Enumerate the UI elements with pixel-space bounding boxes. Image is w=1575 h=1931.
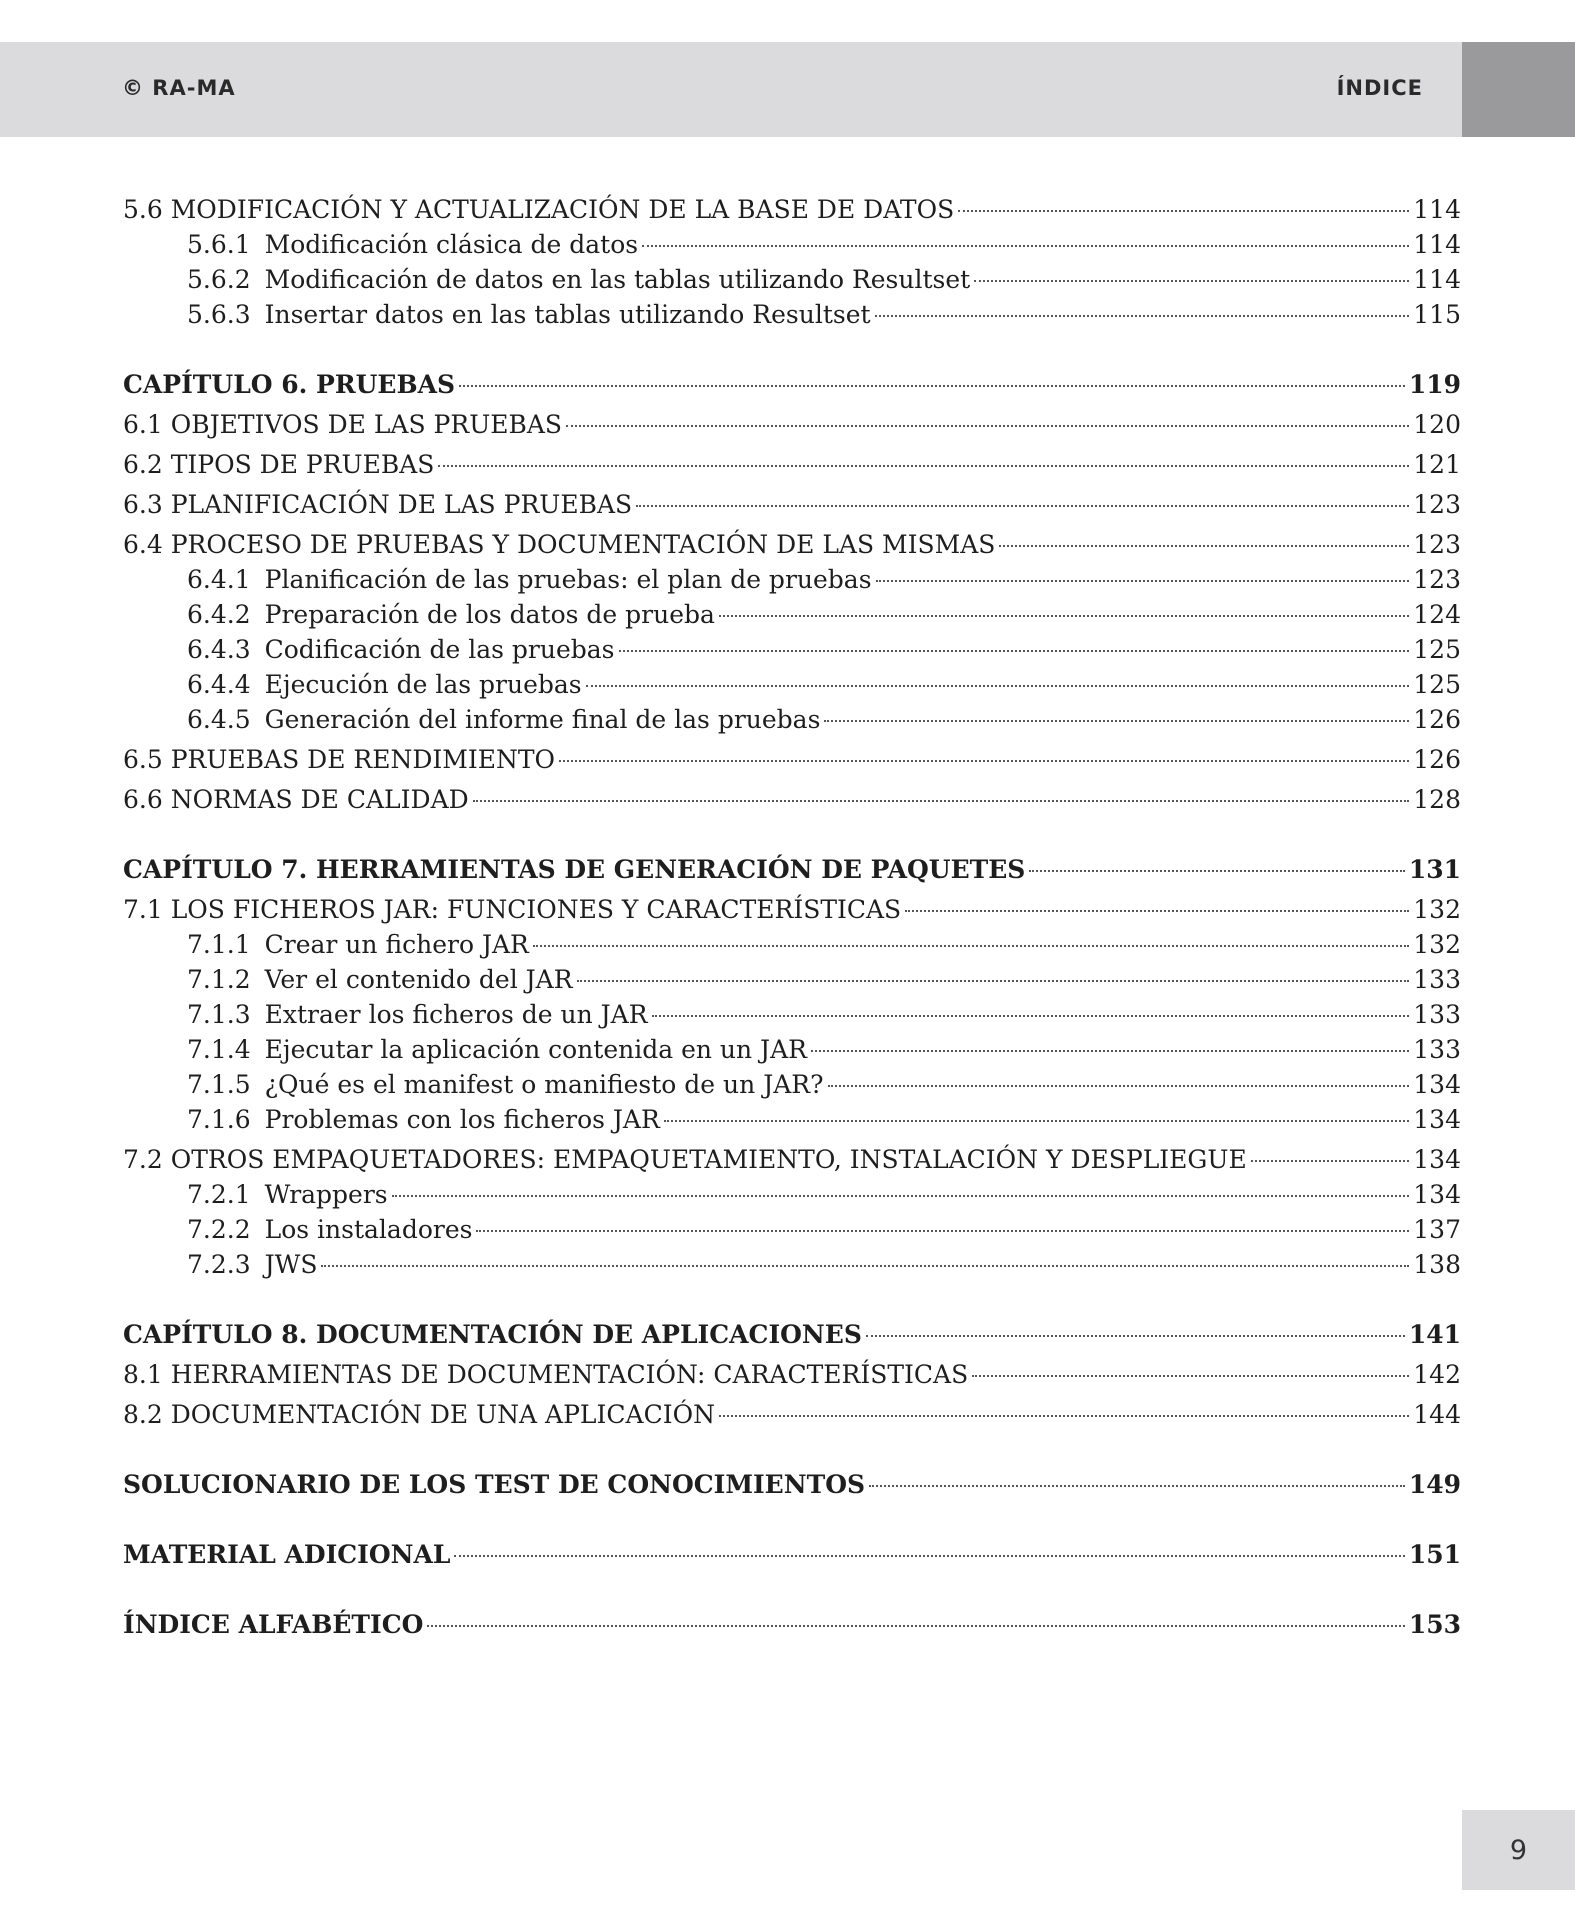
toc-number: 7.1.6: [187, 1105, 251, 1134]
toc-page: 114: [1413, 230, 1461, 259]
toc-entry-6-4-4[interactable]: [123, 667, 1461, 702]
toc-label: JWS: [264, 1250, 318, 1279]
dot-leader: [719, 615, 1409, 617]
dot-leader: [473, 800, 1410, 802]
toc-label: ¿Qué es el manifest o manifiesto de un JAR?: [264, 1070, 824, 1099]
toc-label: 6.3 PLANIFICACIÓN DE LAS PRUEBAS: [123, 490, 633, 519]
toc-label: MATERIAL ADICIONAL: [123, 1540, 451, 1569]
toc-number: 5.6.2: [187, 265, 251, 294]
section-title: ÍNDICE: [1336, 76, 1423, 100]
toc-label: Wrappers: [264, 1180, 388, 1209]
toc-entry-6-1[interactable]: [123, 407, 1461, 442]
dot-leader: [719, 1415, 1409, 1417]
toc-number: 6.4.3: [187, 635, 251, 664]
dot-leader: [533, 945, 1409, 947]
toc-page: 134: [1413, 1105, 1461, 1134]
toc-label: Generación del informe final de las pruebas: [264, 705, 821, 734]
dot-leader: [438, 465, 1409, 467]
toc-entry-6-4-5[interactable]: [123, 702, 1461, 737]
toc-label: 6.2 TIPOS DE PRUEBAS: [123, 450, 435, 479]
dot-leader: [652, 1015, 1410, 1017]
toc-entry-5-6[interactable]: [123, 192, 1461, 227]
toc-page: 133: [1413, 1035, 1461, 1064]
dot-leader: [999, 545, 1409, 547]
toc-label: 6.6 NORMAS DE CALIDAD: [123, 785, 469, 814]
dot-leader: [577, 980, 1410, 982]
toc-number: 7.2.1: [187, 1180, 251, 1209]
toc-page: 133: [1413, 965, 1461, 994]
spacer: [123, 332, 1461, 367]
toc-entry-8-1[interactable]: [123, 1357, 1461, 1392]
toc-label: Preparación de los datos de prueba: [264, 600, 715, 629]
toc-page: 126: [1413, 745, 1461, 774]
toc-label: Los instaladores: [264, 1215, 473, 1244]
toc-label: 7.1 LOS FICHEROS JAR: FUNCIONES Y CARACTERÍSTICAS: [123, 895, 902, 924]
toc-label: 7.2 OTROS EMPAQUETADORES: EMPAQUETAMIENTO, INSTALACIÓN Y DESPLIEGUE: [123, 1145, 1247, 1174]
toc-entry-6-3[interactable]: [123, 487, 1461, 522]
toc-number: 7.1.2: [187, 965, 251, 994]
toc-chapter-7[interactable]: [123, 852, 1461, 887]
toc-label: Insertar datos en las tablas utilizando Resultset: [264, 300, 871, 329]
toc-page: 124: [1413, 600, 1461, 629]
toc-entry-7-1-4[interactable]: [123, 1032, 1461, 1067]
spacer: [123, 1282, 1461, 1317]
toc-entry-8-2[interactable]: [123, 1397, 1461, 1432]
toc-entry-6-4-1[interactable]: [123, 562, 1461, 597]
toc-label: Modificación clásica de datos: [264, 230, 639, 259]
dot-leader: [1251, 1160, 1410, 1162]
dot-leader: [1029, 870, 1404, 872]
toc-page: 123: [1413, 490, 1461, 519]
toc-label: 6.4 PROCESO DE PRUEBAS Y DOCUMENTACIÓN DE LAS MISMAS: [123, 530, 996, 559]
toc-label: 6.1 OBJETIVOS DE LAS PRUEBAS: [123, 410, 563, 439]
toc-entry-7-1-1[interactable]: [123, 927, 1461, 962]
spacer: [123, 1502, 1461, 1537]
toc-number: 6.4.4: [187, 670, 251, 699]
dot-leader: [866, 1335, 1405, 1337]
dot-leader: [972, 1375, 1409, 1377]
toc-entry-6-5[interactable]: [123, 742, 1461, 777]
toc-chapter-8[interactable]: [123, 1317, 1461, 1352]
toc-label: 5.6 MODIFICACIÓN Y ACTUALIZACIÓN DE LA BASE DE DATOS: [123, 195, 955, 224]
toc-entry-7-2-2[interactable]: [123, 1212, 1461, 1247]
toc-label: Crear un fichero JAR: [264, 930, 529, 959]
spacer: [123, 1572, 1461, 1607]
toc-number: 7.1.4: [187, 1035, 251, 1064]
dot-leader: [875, 315, 1410, 317]
toc-entry-7-1-5[interactable]: [123, 1067, 1461, 1102]
toc-page: 121: [1413, 450, 1461, 479]
dot-leader: [828, 1085, 1410, 1087]
toc-label: Ejecutar la aplicación contenida en un JAR: [264, 1035, 807, 1064]
toc-label: Extraer los ficheros de un JAR: [264, 1000, 648, 1029]
toc-number: 5.6.1: [187, 230, 251, 259]
toc-page: 133: [1413, 1000, 1461, 1029]
toc-number: 7.1.1: [187, 930, 251, 959]
toc-page: 123: [1413, 565, 1461, 594]
toc-page: 128: [1413, 785, 1461, 814]
toc-label: 6.5 PRUEBAS DE RENDIMIENTO: [123, 745, 556, 774]
toc-page: 120: [1413, 410, 1461, 439]
toc-page: 138: [1413, 1250, 1461, 1279]
dot-leader: [958, 210, 1409, 212]
spacer: [123, 817, 1461, 852]
dot-leader: [905, 910, 1409, 912]
toc-number: 7.1.5: [187, 1070, 251, 1099]
toc-indice-alfabetico[interactable]: [123, 1607, 1461, 1642]
toc-number: 6.4.2: [187, 600, 251, 629]
toc-entry-6-6[interactable]: [123, 782, 1461, 817]
dot-leader: [636, 505, 1409, 507]
toc-entry-7-1-3[interactable]: [123, 997, 1461, 1032]
toc-material-adicional[interactable]: [123, 1537, 1461, 1572]
toc-entry-5-6-3[interactable]: [123, 297, 1461, 332]
toc-page: 123: [1413, 530, 1461, 559]
dot-leader: [454, 1555, 1404, 1557]
publisher-label: © RA-MA: [122, 76, 236, 100]
toc-page: 153: [1408, 1610, 1461, 1639]
toc-label: CAPÍTULO 8. DOCUMENTACIÓN DE APLICACIONES: [123, 1320, 862, 1349]
toc-label: SOLUCIONARIO DE LOS TEST DE CONOCIMIENTOS: [123, 1470, 866, 1499]
toc-number: 7.2.3: [187, 1250, 251, 1279]
toc-page: 141: [1408, 1320, 1461, 1349]
dot-leader: [566, 425, 1409, 427]
toc-label: Problemas con los ficheros JAR: [264, 1105, 660, 1134]
toc-chapter-6[interactable]: [123, 367, 1461, 402]
toc-number: 7.1.3: [187, 1000, 251, 1029]
toc-label: ÍNDICE ALFABÉTICO: [123, 1610, 424, 1639]
dot-leader: [586, 685, 1410, 687]
toc-label: CAPÍTULO 7. HERRAMIENTAS DE GENERACIÓN DE PAQUETES: [123, 855, 1026, 884]
dot-leader: [619, 650, 1410, 652]
toc-entry-6-4[interactable]: [123, 527, 1461, 562]
toc-label: Ejecución de las pruebas: [264, 670, 582, 699]
toc-page: 151: [1408, 1540, 1461, 1569]
dot-leader: [974, 280, 1409, 282]
toc-page: 114: [1413, 195, 1461, 224]
dot-leader: [869, 1485, 1405, 1487]
toc-number: 6.4.5: [187, 705, 251, 734]
toc-label: Codificación de las pruebas: [264, 635, 615, 664]
toc-entry-7-1-6[interactable]: [123, 1102, 1461, 1137]
toc-page: 142: [1413, 1360, 1461, 1389]
toc-page: 132: [1413, 930, 1461, 959]
toc-entry-7-2[interactable]: [123, 1142, 1461, 1177]
toc-entry-6-4-3[interactable]: [123, 632, 1461, 667]
toc-label: CAPÍTULO 6. PRUEBAS: [123, 370, 456, 399]
toc-entry-6-2[interactable]: [123, 447, 1461, 482]
toc-label: Planificación de las pruebas: el plan de pruebas: [264, 565, 872, 594]
dot-leader: [642, 245, 1409, 247]
dot-leader: [392, 1195, 1410, 1197]
toc-label: 8.1 HERRAMIENTAS DE DOCUMENTACIÓN: CARACTERÍSTICAS: [123, 1360, 969, 1389]
toc-page: 132: [1413, 895, 1461, 924]
toc-number: 7.2.2: [187, 1215, 251, 1244]
toc-page: 134: [1413, 1180, 1461, 1209]
toc-page: 149: [1408, 1470, 1461, 1499]
toc-page: 114: [1413, 265, 1461, 294]
dot-leader: [811, 1050, 1409, 1052]
header-tab: [1462, 42, 1575, 137]
dot-leader: [459, 385, 1405, 387]
toc-entry-7-2-1[interactable]: [123, 1177, 1461, 1212]
toc-label: 8.2 DOCUMENTACIÓN DE UNA APLICACIÓN: [123, 1400, 715, 1429]
toc-page: 131: [1408, 855, 1461, 884]
toc-entry-7-1-2[interactable]: [123, 962, 1461, 997]
toc-page: 119: [1408, 370, 1461, 399]
toc-solucionario[interactable]: [123, 1467, 1461, 1502]
toc-page: 125: [1413, 670, 1461, 699]
dot-leader: [476, 1230, 1409, 1232]
table-of-contents: [123, 192, 1461, 1642]
toc-page: 125: [1413, 635, 1461, 664]
toc-entry-7-2-3[interactable]: [123, 1247, 1461, 1282]
toc-page: 144: [1413, 1400, 1461, 1429]
toc-entry-5-6-2[interactable]: [123, 262, 1461, 297]
dot-leader: [824, 720, 1409, 722]
toc-page: 134: [1413, 1070, 1461, 1099]
toc-page: 115: [1413, 300, 1461, 329]
toc-entry-6-4-2[interactable]: [123, 597, 1461, 632]
toc-number: 6.4.1: [187, 565, 251, 594]
toc-label: Ver el contenido del JAR: [264, 965, 573, 994]
toc-entry-5-6-1[interactable]: [123, 227, 1461, 262]
page-number: 9: [1462, 1810, 1575, 1890]
toc-entry-7-1[interactable]: [123, 892, 1461, 927]
dot-leader: [876, 580, 1410, 582]
dot-leader: [321, 1265, 1409, 1267]
toc-page: 137: [1413, 1215, 1461, 1244]
toc-page: 134: [1413, 1145, 1461, 1174]
toc-label: Modificación de datos en las tablas utilizando Resultset: [264, 265, 971, 294]
dot-leader: [664, 1120, 1409, 1122]
dot-leader: [559, 760, 1409, 762]
dot-leader: [427, 1625, 1404, 1627]
toc-number: 5.6.3: [187, 300, 251, 329]
toc-page: 126: [1413, 705, 1461, 734]
spacer: [123, 1432, 1461, 1467]
